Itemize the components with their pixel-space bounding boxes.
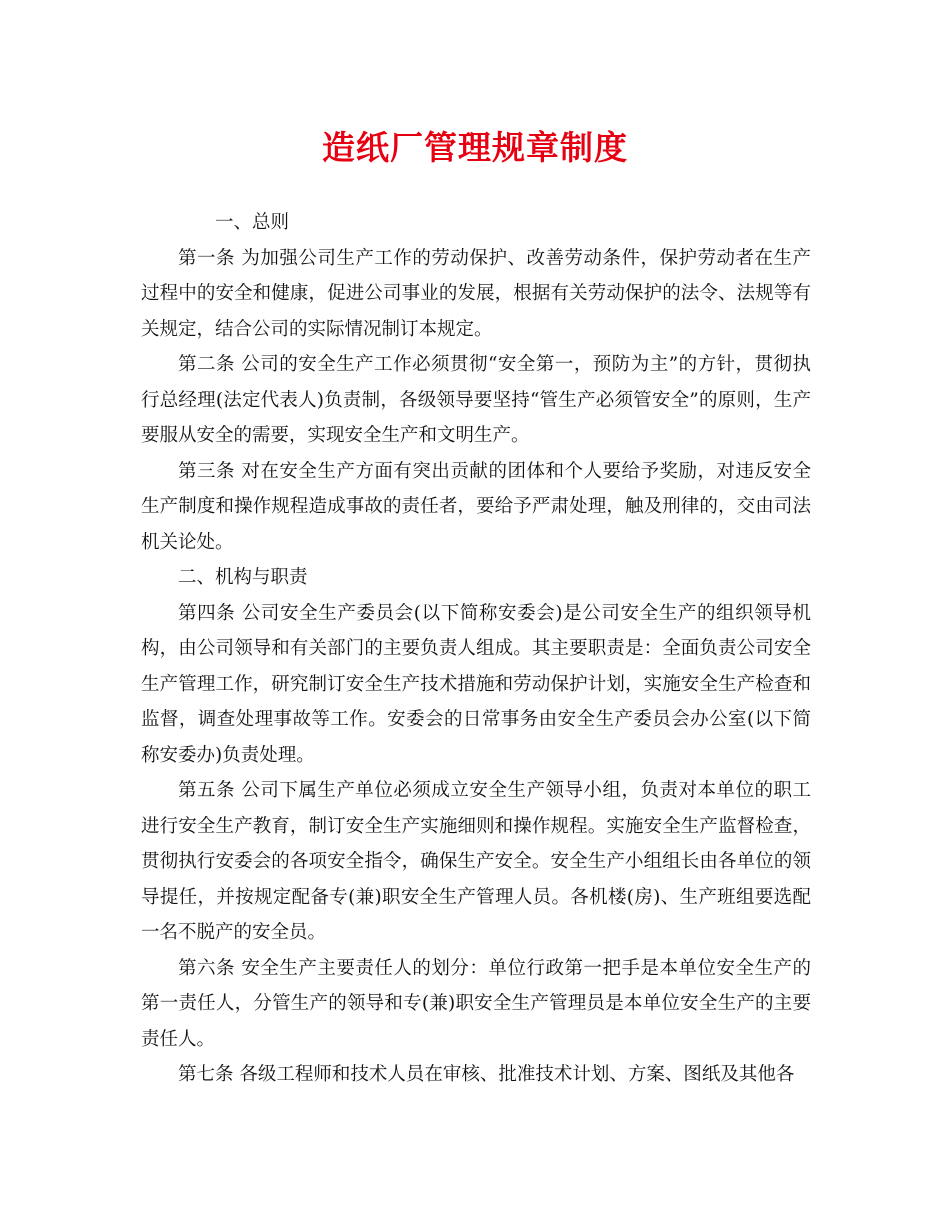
article-7: 第七条 各级工程师和技术人员在审核、批准技术计划、方案、图纸及其他各 xyxy=(178,1064,795,1085)
article-2: 第二条 公司的安全生产工作必须贯彻“安全第一，预防为主”的方针，贯彻执行总经理(法定代表人)负责制，各级领导要坚持“管生产必须管安全”的原则，生产要服从安全的需要，实现安全生产和文明生产。 xyxy=(141,354,811,446)
section-heading-general: 一、总则 xyxy=(215,212,290,233)
document-title: 造纸厂管理规章制度 xyxy=(322,128,628,167)
article-5: 第五条 公司下属生产单位必须成立安全生产领导小组，负责对本单位的职工进行安全生产教育，制订安全生产实施细则和操作规程。实施安全生产监督检查，贯彻执行安委会的各项安全指令，确保生产安全。安全生产小组组长由各单位的领导提任，并按规定配备专(兼)职安全生产管理人员。各机楼(房)、生产班组要选配一名不脱产的安全员。 xyxy=(141,780,811,943)
article-4: 第四条 公司安全生产委员会(以下简称安委会)是公司安全生产的组织领导机构，由公司领导和有关部门的主要负责人组成。其主要职责是：全面负责公司安全生产管理工作，研究制订安全生产技术措施和劳动保护计划，实施安全生产检查和监督，调查处理事故等工作。安委会的日常事务由安全生产委员会办公室(以下简称安委办)负责处理。 xyxy=(141,602,811,766)
article-1: 第一条 为加强公司生产工作的劳动保护、改善劳动条件，保护劳动者在生产过程中的安全和健康，促进公司事业的发展，根据有关劳动保护的法令、法规等有关规定，结合公司的实际情况制订本规定。 xyxy=(141,247,811,340)
article-6: 第六条 安全生产主要责任人的划分：单位行政第一把手是本单位安全生产的第一责任人，分管生产的领导和专(兼)职安全生产管理员是本单位安全生产的主要责任人。 xyxy=(141,957,811,1050)
section-heading-organization: 二、机构与职责 xyxy=(178,567,308,588)
document-body xyxy=(141,205,811,1093)
article-3: 第三条 对在安全生产方面有突出贡献的团体和个人要给予奖励，对违反安全生产制度和操作规程造成事故的责任者，要给予严肃处理，触及刑律的，交由司法机关论处。 xyxy=(141,460,811,553)
